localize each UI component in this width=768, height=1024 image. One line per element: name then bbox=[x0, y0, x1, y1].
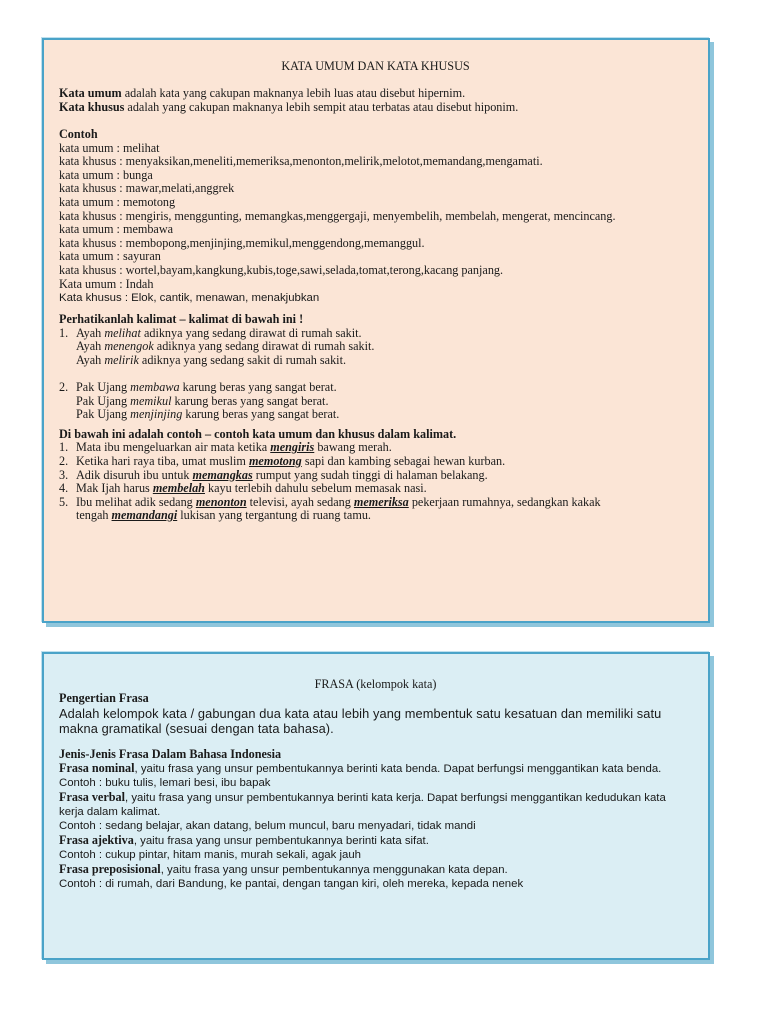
example-line: kata umum : membawa bbox=[59, 222, 174, 237]
frasa-example: Contoh : sedang belajar, akan datang, belum muncul, baru menyadari, tidak mandi bbox=[59, 820, 476, 833]
definition-kata-umum: Kata umum adalah kata yang cakupan maknanya lebih luas atau disebut hipernim. bbox=[59, 86, 466, 101]
frasa-type: Frasa preposisional, yaitu frasa yang unsur pembentukannya menggunakan kata depan. Contoh : di rumah, dari Bandung, ke pantai, dengan tangan kiri, oleh mereka, kepada nenek bbox=[59, 862, 692, 891]
example-sentence: Pak Ujang menjinjing karung beras yang sangat berat. bbox=[76, 407, 340, 422]
frasa-content bbox=[59, 678, 692, 891]
frasa-box bbox=[42, 652, 710, 960]
example-sentence: Ayah melirik adiknya yang sedang sakit di rumah sakit. bbox=[76, 352, 346, 367]
example-sentence: Pak Ujang membawa karung beras yang sangat berat. bbox=[76, 380, 337, 395]
frasa-example: Contoh : cukup pintar, hitam manis, murah sekali, agak jauh bbox=[59, 849, 362, 862]
kata-umum-khusus-content bbox=[59, 60, 692, 523]
contoh-heading: Contoh bbox=[59, 126, 98, 141]
numbered-sentence: 3. Adik disuruh ibu untuk memangkas rumput yang sudah tinggi di halaman belakang. bbox=[59, 467, 488, 482]
example-sentence: Ayah melihat adiknya yang sedang dirawat di rumah sakit. bbox=[76, 325, 362, 340]
numbered-sentence: 5. Ibu melihat adik sedang menonton televisi, ayah sedang memeriksa pekerjaan rumahnya, sedangkan kakak tengah memandangi lukisan yang tergantung di ruang tamu. bbox=[59, 494, 601, 523]
example-line: kata umum : bunga bbox=[59, 167, 153, 182]
example-line: kata umum : sayuran bbox=[59, 249, 161, 264]
example-line: kata umum : memotong bbox=[59, 194, 176, 209]
example-line: kata khusus : wortel,bayam,kangkung,kubis,toge,sawi,selada,tomat,terong,kacang panjang. bbox=[59, 262, 504, 277]
example-line: Kata umum : Indah bbox=[59, 276, 154, 291]
numbered-sentence: 4. Mak Ijah harus membelah kayu terlebih dahulu sebelum memasak nasi. bbox=[59, 481, 427, 496]
frasa-type: Frasa nominal, yaitu frasa yang unsur pembentukannya berinti kata benda. Dapat berfungsi menggantikan kata benda. Contoh : buku tulis, lemari besi, ibu bapak bbox=[59, 761, 692, 790]
example-line: kata khusus : mawar,melati,anggrek bbox=[59, 181, 235, 196]
jenis-heading: Jenis-Jenis Frasa Dalam Bahasa Indonesia bbox=[59, 746, 282, 761]
frasa-example: Contoh : di rumah, dari Bandung, ke pantai, dengan tangan kiri, oleh mereka, kepada nenek bbox=[59, 878, 524, 891]
section1-title: KATA UMUM DAN KATA KHUSUS bbox=[281, 59, 470, 73]
example-sentence: Ayah menengok adiknya yang sedang dirawat di rumah sakit. bbox=[76, 339, 375, 354]
numbered-sentence: 2. Ketika hari raya tiba, umat muslim memotong sapi dan kambing sebagai hewan kurban. bbox=[59, 454, 506, 469]
example-line: kata umum : melihat bbox=[59, 140, 160, 155]
perhatikan-heading: Perhatikanlah kalimat – kalimat di bawah ini ! bbox=[59, 312, 304, 327]
example-group-1: 1. Ayah melihat adiknya yang sedang dirawat di rumah sakit. Ayah menengok adiknya yang sedang dirawat di rumah sakit. Ayah melirik adiknya yang sedang sakit di rumah sakit. bbox=[59, 325, 375, 367]
di-bawah-heading: Di bawah ini adalah contoh – contoh kata umum dan khusus dalam kalimat. bbox=[59, 426, 457, 441]
example-line: Kata khusus : Elok, cantik, menawan, menakjubkan bbox=[59, 292, 320, 305]
example-sentence: Pak Ujang memikul karung beras yang sangat berat. bbox=[76, 393, 329, 408]
example-line: kata khusus : menyaksikan,meneliti,memeriksa,menonton,melirik,melotot,memandang,mengamati. bbox=[59, 154, 543, 169]
pengertian-text: Adalah kelompok kata / gabungan dua kata atau lebih yang membentuk satu kesatuan dan memiliki satu makna gramatikal (sesuai dengan tata bahasa). bbox=[59, 705, 662, 736]
example-group-2: 2. Pak Ujang membawa karung beras yang sangat berat. Pak Ujang memikul karung beras yang sangat berat. Pak Ujang menjinjing karung beras yang sangat berat. bbox=[59, 380, 340, 422]
frasa-type: Frasa ajektiva, yaitu frasa yang unsur pembentukannya berinti kata sifat. Contoh : cukup pintar, hitam manis, murah sekali, agak jauh bbox=[59, 833, 692, 862]
example-line: kata khusus : mengiris, menggunting, memangkas,menggergaji, menyembelih, membelah, mengerat, mencincang. bbox=[59, 208, 616, 223]
numbered-sentence: 1. Mata ibu mengeluarkan air mata ketika mengiris bawang merah. bbox=[59, 440, 392, 455]
definition-kata-khusus: Kata khusus adalah yang cakupan maknanya lebih sempit atau terbatas atau disebut hiponim. bbox=[59, 99, 519, 114]
kata-umum-khusus-box bbox=[42, 38, 710, 623]
frasa-example: Contoh : buku tulis, lemari besi, ibu bapak bbox=[59, 777, 271, 790]
pengertian-heading: Pengertian Frasa bbox=[59, 690, 149, 705]
example-line: kata khusus : membopong,menjinjing,memikul,menggendong,memanggul. bbox=[59, 235, 425, 250]
examples-list bbox=[59, 142, 692, 306]
section2-title: FRASA (kelompok kata) bbox=[314, 677, 437, 691]
frasa-type: Frasa verbal, yaitu frasa yang unsur pembentukannya berinti kata kerja. Dapat berfungsi menggantikan kedudukan kata kerja dalam kalimat. Contoh : sedang belajar, akan datang, belum muncul, baru menyadari, tidak mandi bbox=[59, 790, 692, 833]
